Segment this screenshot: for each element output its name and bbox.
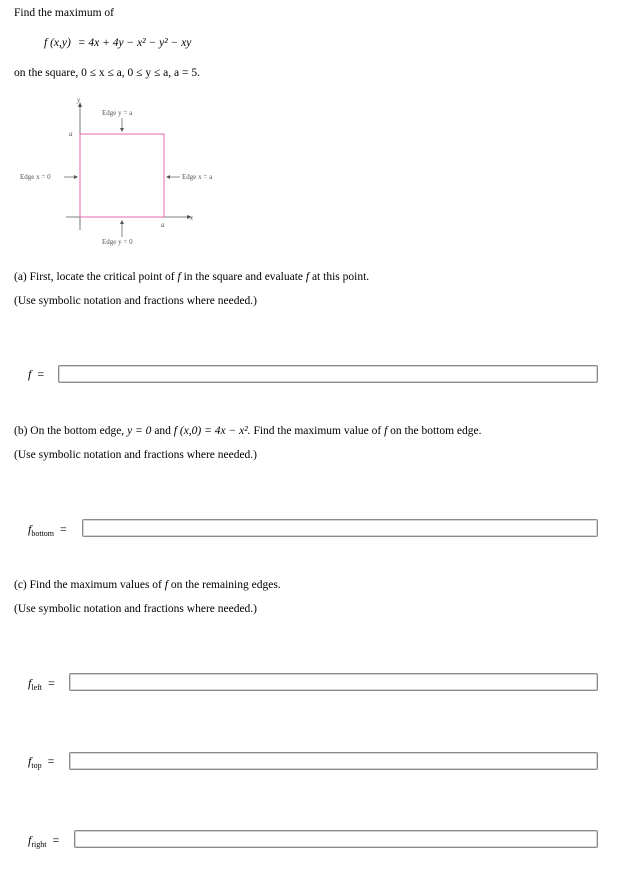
part-a-answer-input[interactable] [58, 365, 598, 383]
domain-text: on the square, 0 ≤ x ≤ a, 0 ≤ y ≤ a, a = 5. [14, 67, 200, 79]
part-a-label-f: f [28, 367, 32, 381]
part-c-top-equals: = [47, 754, 55, 768]
part-c-top-label-sub: top [31, 761, 42, 770]
part-b-prompt-pre: (b) On the bottom edge, [14, 425, 125, 437]
part-b-label-sub: bottom [31, 529, 55, 538]
part-c-note: (Use symbolic notation and fractions where needed.) [14, 603, 258, 615]
part-b-prompt-and: and [154, 425, 171, 437]
edge-right-arrow [166, 175, 170, 179]
part-c-prompt [14, 579, 281, 591]
part-a-equals: = [37, 367, 45, 381]
part-b-prompt-eq2: f (x,0) = 4x − x². [173, 425, 251, 437]
edge-bottom-label: Edge y = 0 [102, 238, 133, 246]
edge-bottom-arrow [120, 220, 124, 224]
x-axis-label: x [190, 214, 194, 222]
part-a-prompt-f2: f [305, 271, 310, 283]
square-region [80, 134, 164, 217]
part-c-prompt-pre: (c) Find the maximum values of [14, 579, 162, 591]
part-c-left-label [28, 676, 55, 692]
part-b-answer-label [28, 522, 67, 538]
part-b-prompt [14, 425, 482, 437]
part-b-equals: = [60, 522, 67, 536]
part-c-left-equals: = [48, 676, 55, 690]
part-c-right-label [28, 833, 59, 849]
part-c-prompt-post: on the remaining edges. [170, 579, 281, 591]
part-a-prompt-mid: in the square and evaluate [183, 271, 303, 283]
edge-left-arrow [74, 175, 78, 179]
part-c-left-label-sub: left [31, 683, 43, 692]
part-c-top-answer-input[interactable] [69, 752, 598, 770]
part-c-top-label [28, 754, 54, 770]
function-definition [44, 37, 191, 49]
part-c-right-label-sub: right [31, 840, 47, 849]
part-a-prompt-f1: f [177, 271, 181, 283]
edge-top-arrow [120, 128, 124, 132]
part-c-right-label-f: f [28, 833, 32, 847]
a-tick-label-y: a [69, 130, 73, 138]
function-rhs: = 4x + 4y − x² − y² − xy [77, 37, 192, 49]
part-b-prompt-post1: Find the maximum value of [253, 425, 382, 437]
part-c-right-equals: = [52, 833, 60, 847]
problem-intro: Find the maximum of [14, 7, 114, 19]
part-b-prompt-f: f [384, 425, 388, 437]
function-lhs: f (x,y) [44, 37, 71, 49]
edge-left-label: Edge x = 0 [20, 173, 51, 181]
part-a-prompt-pre: (a) First, locate the critical point of [14, 271, 175, 283]
edge-top-label: Edge y = a [102, 109, 133, 117]
square-region-diagram [0, 90, 260, 250]
part-b-prompt-post2: on the bottom edge. [390, 425, 482, 437]
part-c-left-answer-input[interactable] [69, 673, 598, 691]
part-b-note: (Use symbolic notation and fractions where needed.) [14, 449, 258, 461]
part-a-answer-label [28, 367, 44, 382]
part-c-left-label-f: f [28, 676, 32, 690]
part-b-prompt-eq1: y = 0 [127, 425, 152, 437]
part-a-prompt-post: at this point. [311, 271, 370, 283]
part-a-prompt [14, 271, 369, 283]
part-b-answer-input[interactable] [82, 519, 598, 537]
part-b-label-f: f [28, 522, 32, 536]
part-c-top-label-f: f [28, 754, 32, 768]
edge-right-label: Edge x = a [182, 173, 213, 181]
a-tick-label-x: a [161, 221, 165, 229]
part-c-prompt-f: f [164, 579, 168, 591]
part-a-note: (Use symbolic notation and fractions where needed.) [14, 295, 258, 307]
y-axis-label: y [77, 96, 81, 104]
part-c-right-answer-input[interactable] [74, 830, 598, 848]
